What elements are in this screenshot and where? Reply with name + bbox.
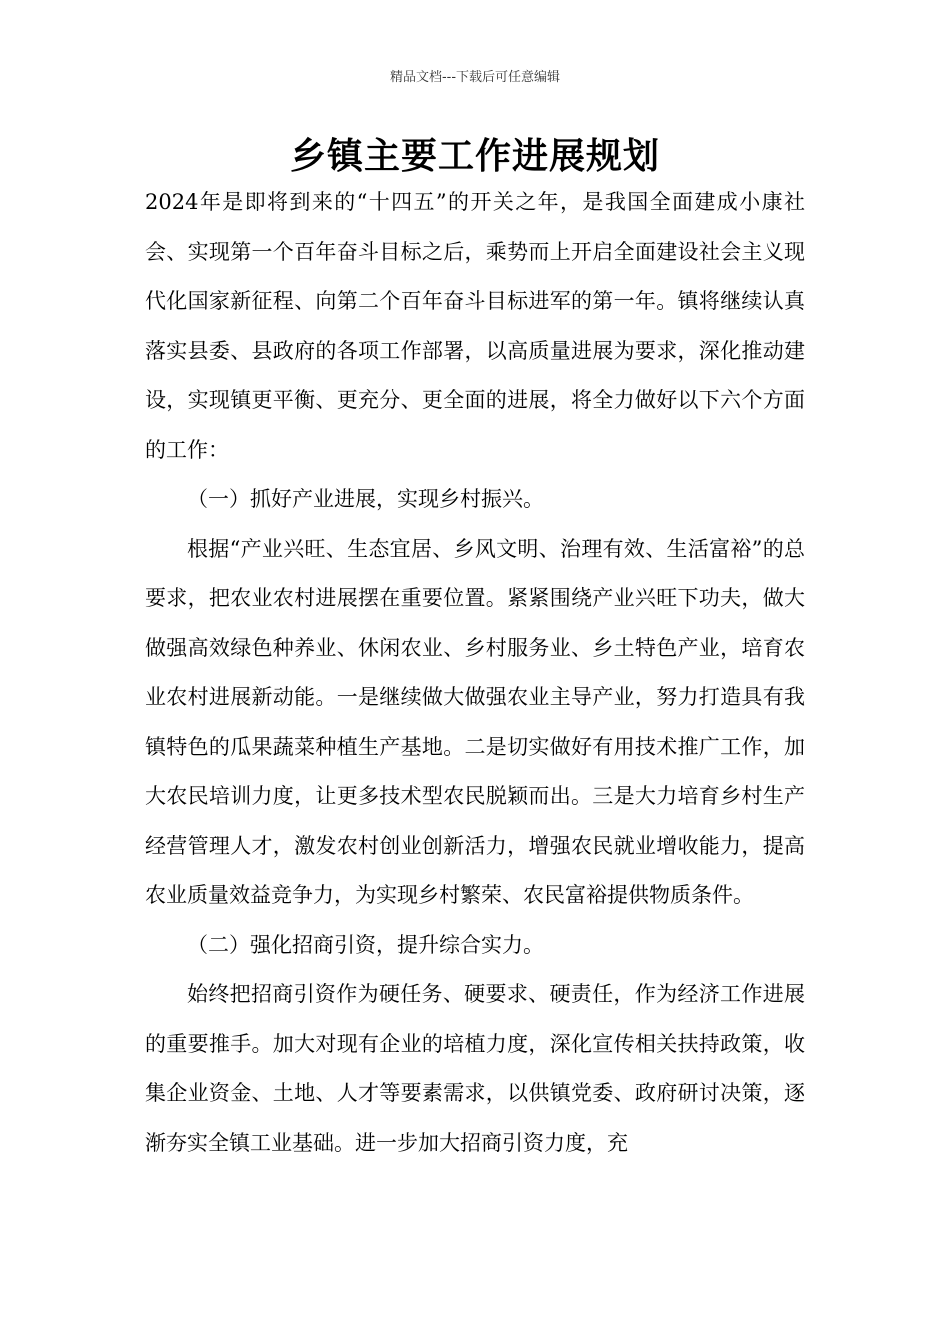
document-title: 乡镇主要工作进展规划 [289,136,660,177]
section-heading-1: （一）抓好产业进展，实现乡村振兴。 [187,487,544,511]
paragraph-section-1: 根据“产业兴旺、生态宜居、乡风文明、治理有效、生活富裕”的总要求，把农业农村进展摆在重要位置。紧紧围绕产业兴旺下功夫，做大做强高效绿色种养业、休闲农业、乡村服务业、乡土特色产业，培育农业农村进展新动能。一是继续做大做强农业主导产业，努力打造具有我镇特色的瓜果蔬菜种植生产基地。二是切实做好有用技术推广工作，加大农民培训力度，让更多技术型农民脱颖而出。三是大力培育乡村生产经营管理人才，激发农村创业创新活力，增强农民就业增收能力，提高农业质量效益竞争力，为实现乡村繁荣、农民富裕提供物质条件。 [145,536,805,907]
section-heading-2: （二）强化招商引资，提升综合实力。 [187,932,544,957]
document-body [145,178,805,1168]
header-note: 精品文档---下载后可任意编辑 [389,70,561,85]
paragraph-intro: 2024年是即将到来的“十四五”的开关之年，是我国全面建成小康社会、实现第一个百年奋斗目标之后，乘势而上开启全面建设社会主义现代化国家新征程、向第二个百年奋斗目标进军的第一年。镇将继续认真落实县委、县政府的各项工作部署，以高质量进展为要求，深化推动建设，实现镇更平衡、更充分、更全面的进展，将全力做好以下六个方面的工作： [145,190,805,462]
paragraph-section-2: 始终把招商引资作为硬任务、硬要求、硬责任，作为经济工作进展的重要推手。加大对现有企业的培植力度，深化宣传相关扶持政策，收集企业资金、土地、人才等要素需求，以供镇党委、政府研讨决策，逐渐夯实全镇工业基础。进一步加大招商引资力度，充 [145,982,805,1155]
